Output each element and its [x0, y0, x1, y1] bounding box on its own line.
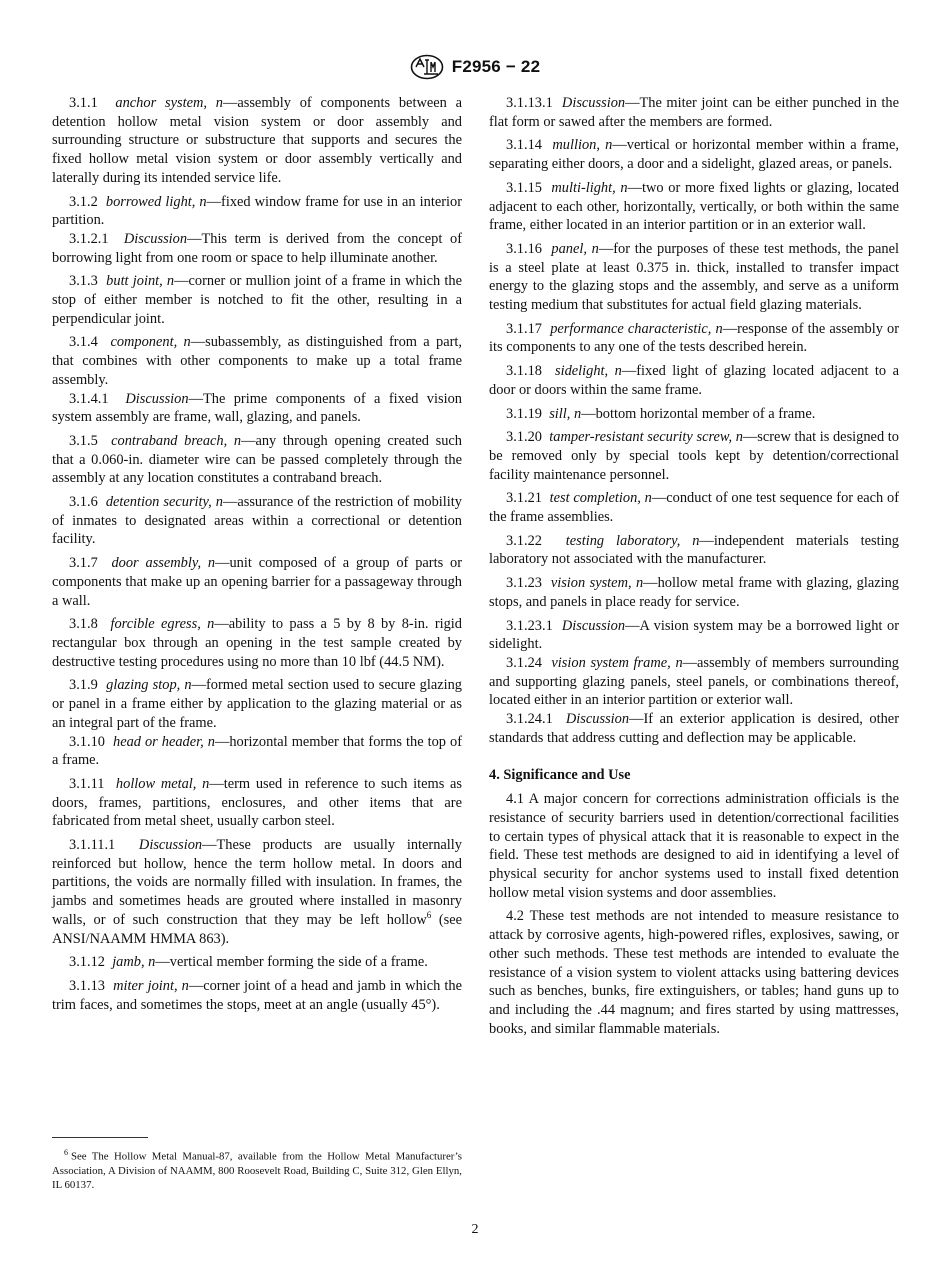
definition-term: forcible egress, n — [110, 616, 215, 633]
footnote-reference: 6 — [426, 910, 432, 921]
footnote-mark: 6 — [64, 1148, 68, 1157]
definition-term: contraband breach, n — [111, 432, 242, 449]
definition-paragraph — [52, 615, 462, 671]
definition-paragraph — [489, 617, 899, 654]
definition-text: —hollow metal frame with glazing, glazing stops, and panels in place ready for service. — [489, 575, 899, 610]
definition-term: jamb, n — [112, 954, 156, 971]
definition-text: —assembly of members surrounding and supporting glazing panels, steel panels, or combinations thereof, located either in an interior partition or exterior wall. — [489, 654, 899, 709]
definition-paragraph — [52, 836, 462, 948]
definition-number: 3.1.15 — [506, 179, 542, 196]
definition-text: —assembly of components between a detention hollow metal vision system or door assembly and surrounding structure or substructure that supports and secures the fixed hollow metal vision system or door assembly vertically and laterally during its intended service life. — [52, 95, 462, 186]
definition-text: —assurance of the restriction of mobility of inmates to designated areas within a correctional or detention facility. — [52, 494, 462, 548]
definition-text: —The prime components of a fixed vision system assembly are frame, wall, glazing, and panels. — [52, 390, 462, 426]
definition-number: 3.1.14 — [506, 137, 542, 154]
definition-paragraph — [489, 710, 899, 747]
definition-paragraph — [52, 953, 462, 972]
definition-term: butt joint, n — [106, 273, 175, 290]
definition-number: 3.1.2.1 — [69, 230, 109, 247]
definition-text: —term used in reference to such items as doors, frames, partitions, enclosures, and other items that are fabricated from metal sheet, usually carbon steel. — [52, 775, 463, 830]
definition-number: 3.1.4.1 — [69, 390, 109, 407]
definition-number: 3.1.24.1 — [506, 711, 553, 728]
section-paragraph: 4.2 These test methods are not intended to measure resistance to attack by corrosive agents, high-powered rifles, explosives, sawing, or other such methods. These test methods are intended to evaluate the resistance of a vision system to violent attacks using battering devices such as benches, bunks, fire extinguishers, or tables; hand guns up to and including the .44 magnum; and fires started by using mattresses, books, and similar flammable materials. — [489, 908, 899, 1037]
definition-text: —ability to pass a 5 by 8 by 8-in. rigid rectangular box through an opening in the test sample created by destructive testing procedures using no more than 10 lbf (44.5 NM). — [52, 616, 462, 670]
definition-number: 3.1.16 — [506, 240, 542, 257]
footnote-text: See The Hollow Metal Manual-87, available from the Hollow Metal Manufacturer’s Association, A Division of NAAMM, 800 Roosevelt Road, Building C, Suite 312, Glen Ellyn, IL 60137. — [52, 1150, 462, 1191]
definition-paragraph — [52, 193, 462, 230]
definition-text: —A vision system may be a borrowed light or sidelight. — [489, 617, 899, 653]
definition-number: 3.1.22 — [506, 532, 542, 549]
definition-number: 3.1.11 — [69, 775, 105, 792]
definition-paragraph — [489, 136, 899, 173]
definition-number: 3.1.18 — [506, 363, 542, 380]
definition-paragraph — [52, 94, 462, 188]
document-id: F2956 − 22 — [451, 57, 541, 76]
definition-text: —screw that is designed to be removed only by special tools kept by detention/correctional facility maintenance personnel. — [489, 429, 899, 483]
left-column — [52, 94, 462, 1019]
definition-paragraph — [52, 230, 462, 267]
astm-logo-icon — [410, 54, 444, 80]
definition-text: —The miter joint can be either punched in the flat form or sawed after the members are formed. — [489, 95, 899, 130]
definition-term: Discussion — [125, 390, 189, 407]
definition-number: 3.1.13 — [69, 977, 105, 994]
definition-number: 3.1.1 — [69, 95, 98, 111]
definition-term: door assembly, n — [111, 555, 216, 572]
definition-paragraph — [52, 733, 462, 770]
definition-paragraph — [52, 272, 462, 328]
definition-paragraph — [52, 554, 462, 610]
definition-paragraph — [489, 320, 899, 357]
definition-number: 3.1.21 — [506, 490, 542, 507]
definition-term: performance characteristic, n — [550, 320, 723, 337]
footnote — [52, 1146, 462, 1192]
definition-text: —If an exterior application is desired, other standards that address cutting and deflection may be applicable. — [489, 711, 899, 746]
definition-number: 3.1.5 — [69, 432, 98, 449]
definition-paragraph — [489, 574, 899, 611]
definition-term: vision system, n — [550, 575, 644, 592]
definition-term: miter joint, n — [113, 977, 189, 994]
definition-term: Discussion — [561, 617, 626, 634]
definition-number: 3.1.20 — [506, 429, 542, 446]
definition-paragraph — [52, 676, 462, 732]
definition-term: Discussion — [561, 95, 626, 111]
definition-term: test completion, n — [549, 490, 652, 507]
definition-term: Discussion — [565, 711, 630, 728]
definition-paragraph — [52, 432, 462, 488]
definition-number: 3.1.19 — [506, 405, 542, 422]
definition-text: —independent materials testing laboratory not associated with the manufacturer. — [489, 532, 899, 568]
definition-term: multi-light, n — [551, 179, 628, 196]
definition-paragraph — [489, 94, 899, 131]
definition-number: 3.1.23.1 — [506, 617, 553, 634]
definition-term: borrowed light, n — [105, 193, 207, 210]
definition-term: glazing stop, n — [106, 677, 192, 694]
definition-text: —vertical or horizontal member within a frame, separating either doors, a door and a sidelight, glazed areas, or panels. — [489, 137, 899, 173]
definition-text: —unit composed of a group of parts or components that make up an opening barrier for a passageway through a wall. — [52, 555, 462, 609]
definition-number: 3.1.6 — [69, 494, 98, 511]
definition-paragraph — [52, 333, 462, 389]
definition-paragraph — [489, 489, 899, 526]
definition-term: component, n — [110, 334, 191, 351]
definition-number: 3.1.7 — [69, 555, 98, 572]
definition-number: 3.1.10 — [69, 733, 105, 750]
definition-paragraph — [52, 775, 462, 831]
definition-term: testing laboratory, n — [565, 532, 700, 549]
definition-term: Discussion — [138, 837, 203, 854]
definition-term: vision system frame, n — [551, 654, 683, 671]
definition-text: —subassembly, as distinguished from a part, that combines with other components to make up a total frame assembly. — [52, 334, 462, 388]
definition-paragraph — [489, 179, 899, 235]
definition-paragraph — [489, 362, 899, 399]
definition-text: —for the purposes of these test methods, the panel is a steel plate at least 0.375 in. thick, installed to transfer impact energy to the glazing stops and the assembly, and serve as a uniform testing medium that substitutes for actual field glazing materials. — [489, 240, 899, 314]
definition-paragraph — [489, 428, 899, 484]
definition-text-continued: (see ANSI/NAAMM HMMA 863). — [52, 911, 462, 947]
definition-number: 3.1.11.1 — [69, 837, 116, 854]
definition-paragraph — [52, 493, 462, 549]
definition-number: 3.1.4 — [69, 334, 98, 351]
definition-text: —two or more fixed lights or glazing, located adjacent to each other, horizontally, vertically, or both within the same frame, either located in an interior partition or in an exterior wall. — [489, 179, 899, 234]
definition-number: 3.1.13.1 — [506, 95, 553, 111]
definition-text: —This term is derived from the concept of borrowing light from one room or space to help illuminate another. — [52, 230, 462, 266]
definition-paragraph — [489, 532, 899, 569]
definition-text: —response of the assembly or its components to any one of the tests described herein. — [489, 320, 900, 356]
footnote-divider — [52, 1137, 148, 1138]
definition-paragraph — [489, 405, 899, 424]
definition-term: sidelight, n — [554, 363, 622, 380]
definition-number: 3.1.12 — [69, 954, 105, 971]
section-paragraph: 4.1 A major concern for corrections administration officials is the resistance of security barriers used in detention/correctional facilities to certain types of physical attack that it is reasonable to expect in the field. These test methods are designed to aid in identifying a level of physical security for anchor systems used to install fixed detention hollow metal vision systems and door assemblies. — [489, 791, 899, 901]
definition-term: Discussion — [123, 230, 188, 247]
definition-term: tamper-resistant security screw, n — [549, 429, 743, 446]
definition-text: —any through opening created such that a 0.060-in. diameter wire can be passed completely through the assembly at any location constitutes a contraband breach. — [52, 432, 462, 487]
definition-number: 3.1.3 — [69, 273, 98, 290]
section-heading: 4. Significance and Use — [489, 766, 631, 783]
definition-text: —corner or mullion joint of a frame in which the stop of either member is notched to fit the other, resulting in a perpendicular joint. — [52, 273, 462, 327]
definition-term: mullion, n — [552, 137, 613, 154]
definition-text: —corner joint of a head and jamb in which the trim faces, and sometimes the stops, meet at an angle (usually 45°). — [52, 977, 462, 1013]
right-column — [489, 94, 899, 1043]
page-header — [0, 54, 950, 84]
definition-number: 3.1.17 — [506, 320, 542, 337]
definition-number: 3.1.23 — [506, 575, 542, 592]
definition-text: —formed metal section used to secure glazing or panel in a frame either by application to the glazing material or as an integral part of the frame. — [52, 677, 462, 731]
definition-paragraph — [52, 977, 462, 1014]
definition-term: panel, n — [551, 240, 599, 257]
definition-paragraph — [489, 240, 899, 315]
definition-term: hollow metal, n — [115, 775, 210, 792]
definition-text: —fixed window frame for use in an interior partition. — [52, 193, 463, 229]
definition-term: detention security, n — [105, 494, 223, 511]
definition-text: —vertical member forming the side of a frame. — [155, 954, 428, 971]
definition-text: —These products are usually internally reinforced but hollow, hence the term hollow metal. In doors and partitions, the voids are normally filled with insulation. In frames, the jambs and sometimes heads are grouted where installed in masonry walls, or of such construction that they may be left hollow — [52, 837, 463, 928]
definition-text: —fixed light of glazing located adjacent to a door or doors within the same frame. — [489, 363, 899, 398]
definition-term: sill, n — [549, 405, 582, 422]
definition-number: 3.1.2 — [69, 193, 98, 210]
definition-paragraph — [489, 654, 899, 710]
page-number: 2 — [471, 1222, 479, 1237]
definition-term: head or header, n — [113, 733, 215, 750]
definition-paragraph — [52, 390, 462, 427]
definition-number: 3.1.9 — [69, 677, 98, 694]
definition-text: —horizontal member that forms the top of a frame. — [52, 733, 462, 769]
definition-text: —conduct of one test sequence for each of the frame assemblies. — [489, 490, 899, 526]
definition-number: 3.1.8 — [69, 616, 98, 633]
definition-term: anchor system, n — [115, 95, 223, 111]
definition-number: 3.1.24 — [506, 654, 542, 671]
definition-text: —bottom horizontal member of a frame. — [581, 405, 816, 422]
